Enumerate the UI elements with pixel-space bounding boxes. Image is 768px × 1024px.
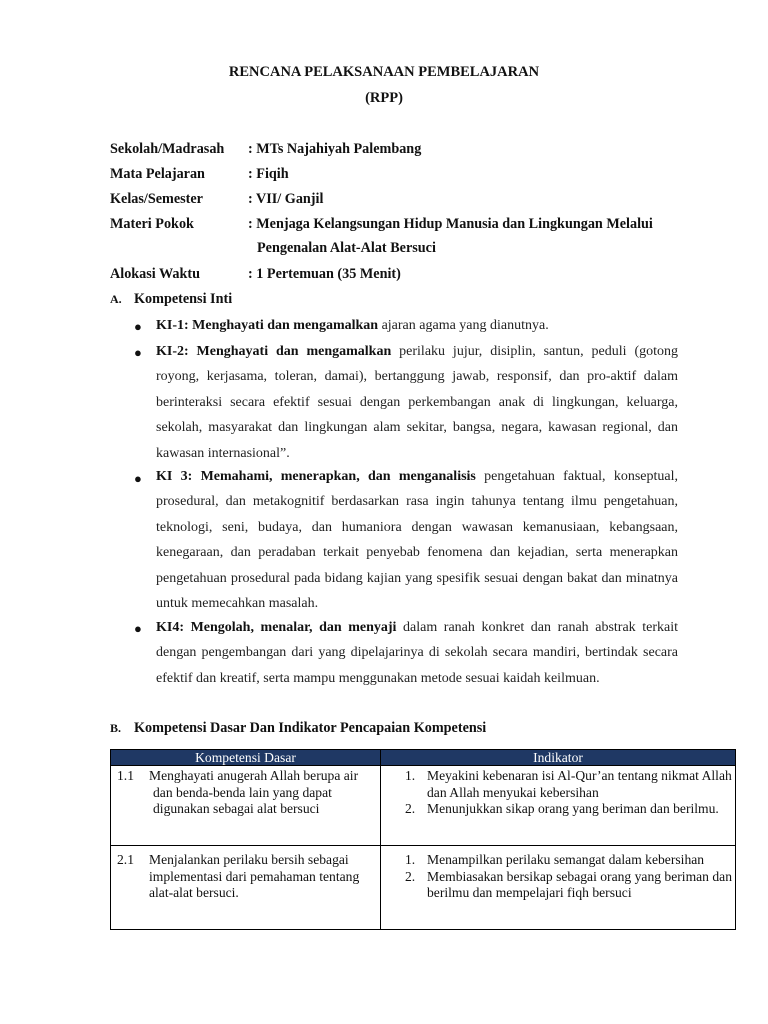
indikator-item bbox=[381, 869, 735, 902]
meta-value: : Fiqih bbox=[248, 166, 289, 182]
indikator-item bbox=[381, 768, 735, 801]
indikator-number: 1. bbox=[405, 768, 416, 783]
table-row bbox=[111, 846, 736, 930]
bullet-icon: ● bbox=[134, 471, 142, 486]
indikator-number: 2. bbox=[405, 801, 416, 816]
indikator-text: Membiasakan bersikap sebagai orang yang beriman dan berilmu dan mempelajari fiqh bersuci bbox=[427, 868, 732, 900]
table-header-row bbox=[111, 750, 736, 766]
indikator-text: Menunjukkan sikap orang yang beriman dan berilmu. bbox=[427, 801, 719, 816]
kd-text: Menjalankan perilaku bersih sebagai implementasi dari pemahaman tentang alat-alat bersuci. bbox=[149, 852, 360, 900]
meta-label: Sekolah/Madrasah bbox=[110, 141, 225, 157]
ki-label: KI 3: Memahami, menerapkan, dan menganalisis bbox=[156, 469, 476, 484]
kd-cell bbox=[111, 846, 381, 930]
ki-label: KI-2: Menghayati dan mengamalkan bbox=[156, 344, 392, 359]
meta-value: : VII/ Ganjil bbox=[248, 191, 324, 207]
section-title: Kompetensi Inti bbox=[134, 291, 233, 307]
document-subtitle: (RPP) bbox=[365, 90, 403, 106]
meta-label: Alokasi Waktu bbox=[110, 266, 201, 282]
ki-text: perilaku jujur, disiplin, santun, peduli (gotong royong, kerjasama, toleran, damai), bertanggung jawab, responsif, dan pro-aktif dalam berinteraksi secara efektif sesuai dengan perkembangan anak di lingkungan, keluarga, sekolah, masyarakat dan lingkungan alam sekitar, bangsa, negara, kawasan regional, dan kawasan internasional”. bbox=[156, 344, 678, 461]
ki-label: KI-1: Menghayati dan mengamalkan bbox=[156, 318, 379, 333]
indikator-cell bbox=[381, 766, 736, 846]
document-title: RENCANA PELAKSANAAN PEMBELAJARAN bbox=[228, 64, 540, 80]
kd-number: 1.1 bbox=[117, 768, 134, 783]
indikator-cell bbox=[381, 846, 736, 930]
column-header: Kompetensi Dasar bbox=[111, 750, 381, 766]
bullet-icon: ● bbox=[134, 319, 142, 334]
indikator-item bbox=[381, 852, 735, 869]
bullet-icon: ● bbox=[134, 345, 142, 360]
kompetensi-table bbox=[110, 749, 736, 930]
ki-text: ajaran agama yang dianutnya. bbox=[378, 318, 549, 333]
section-a-heading bbox=[110, 291, 232, 308]
meta-value: : MTs Najahiyah Palembang bbox=[248, 141, 422, 157]
section-letter: B. bbox=[110, 721, 122, 735]
section-letter: A. bbox=[110, 292, 122, 306]
section-b-heading bbox=[110, 720, 486, 737]
meta-label: Materi Pokok bbox=[110, 216, 194, 232]
table-row bbox=[111, 766, 736, 846]
meta-label: Kelas/Semester bbox=[110, 191, 203, 207]
column-header: Indikator bbox=[381, 750, 736, 766]
ki-text: pengetahuan faktual, konseptual, prosedural, dan metakognitif berdasarkan rasa ingin tahunya tentang ilmu pengetahuan, teknologi, seni, budaya, dan humaniora dengan wawasan kemanusiaan, kebangsaan, kenegaraan, dan peradaban terkait penyebab fenomena dan kejadian, serta menerapkan pengetahuan prosedural pada bidang kajian yang spesifik sesuai dengan bakat dan minatnya untuk memecahkan masalah. bbox=[156, 469, 678, 612]
meta-label: Mata Pelajaran bbox=[110, 166, 205, 182]
ki-label: KI4: Mengolah, menalar, dan menyaji bbox=[156, 620, 397, 635]
list-item-ki1 bbox=[156, 313, 678, 338]
indikator-number: 1. bbox=[405, 852, 416, 867]
kd-cell bbox=[111, 766, 381, 846]
ki-text: dalam ranah konkret dan ranah abstrak terkait dengan pengembangan dari yang dipelajarinya di sekolah secara mandiri, bertindak secara efektif dan kreatif, serta mampu menggunakan metode sesuai kaidah keilmuan. bbox=[156, 620, 679, 686]
indikator-number: 2. bbox=[405, 868, 416, 884]
list-item-ki3 bbox=[156, 464, 678, 616]
kd-number: 2.1 bbox=[117, 852, 134, 867]
indikator-item bbox=[381, 801, 735, 818]
list-item-ki2 bbox=[156, 339, 678, 466]
meta-value: : Menjaga Kelangsungan Hidup Manusia dan Lingkungan Melalui bbox=[248, 216, 653, 232]
indikator-text: Meyakini kebenaran isi Al-Qur’an tentang nikmat Allah dan Allah menyukai kebersihan bbox=[427, 768, 732, 800]
bullet-icon: ● bbox=[134, 621, 142, 636]
kd-text: Menghayati anugerah Allah berupa air dan benda-benda lain yang dapat digunakan sebagai alat bersuci bbox=[149, 768, 359, 816]
indikator-text: Menampilkan perilaku semangat dalam kebersihan bbox=[427, 852, 705, 867]
section-title: Kompetensi Dasar Dan Indikator Pencapaian Kompetensi bbox=[134, 720, 487, 736]
meta-value: : 1 Pertemuan (35 Menit) bbox=[248, 266, 401, 282]
list-item-ki4 bbox=[156, 615, 678, 691]
meta-value-continuation: Pengenalan Alat-Alat Bersuci bbox=[257, 240, 436, 256]
